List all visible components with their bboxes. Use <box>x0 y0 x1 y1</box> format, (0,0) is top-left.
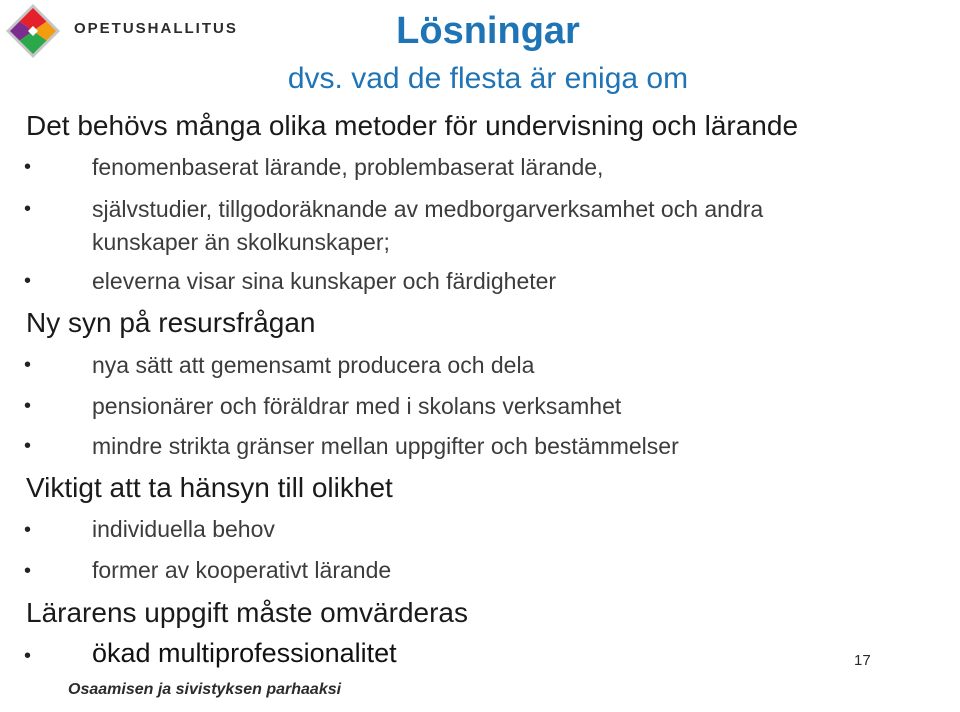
bullet-item: självstudier, tillgodoräknande av medborgarverksamhet och andra <box>92 196 764 222</box>
bullet-dot-icon: • <box>24 395 32 417</box>
heading-teacher-role: Lärarens uppgift måste omvärderas <box>26 597 468 628</box>
bullet-dot-icon: • <box>24 435 32 457</box>
bullet-item: mindre strikta gränser mellan uppgifter och bestämmelser <box>92 433 679 459</box>
bullet-dot-icon: • <box>24 270 32 292</box>
bullet-item: eleverna visar sina kunskaper och färdigheter <box>92 268 557 294</box>
slide-subtitle: dvs. vad de flesta är eniga om <box>287 62 689 95</box>
bullet-dot-icon: • <box>24 519 32 541</box>
brand-name: OPETUSHALLITUS <box>74 20 238 37</box>
footer-slogan: Osaamisen ja sivistyksen parhaaksi <box>68 681 342 698</box>
bullet-dot-icon: • <box>24 156 32 178</box>
bullet-dot-icon: • <box>24 198 32 220</box>
bullet-item: pensionärer och föräldrar med i skolans verksamhet <box>92 393 622 419</box>
bullet-item: individuella behov <box>92 516 275 542</box>
page-number: 17 <box>854 652 871 669</box>
bullet-item: former av kooperativt lärande <box>92 557 392 583</box>
heading-diversity: Viktigt att ta hänsyn till olikhet <box>26 472 393 503</box>
bullet-item: ökad multiprofessionalitet <box>92 638 397 668</box>
heading-resources: Ny syn på resursfrågan <box>26 307 316 338</box>
bullet-dot-icon: • <box>24 645 32 667</box>
bullet-dot-icon: • <box>24 354 32 376</box>
bullet-item: fenomenbaserat lärande, problembaserat lärande, <box>92 154 604 180</box>
bullet-item: nya sätt att gemensamt producera och dela <box>92 352 535 378</box>
bullet-dot-icon: • <box>24 560 32 582</box>
bullet-item-continuation: kunskaper än skolkunskaper; <box>92 229 390 255</box>
heading-methods: Det behövs många olika metoder för undervisning och lärande <box>26 110 799 141</box>
slide-title: Lösningar <box>396 10 580 52</box>
